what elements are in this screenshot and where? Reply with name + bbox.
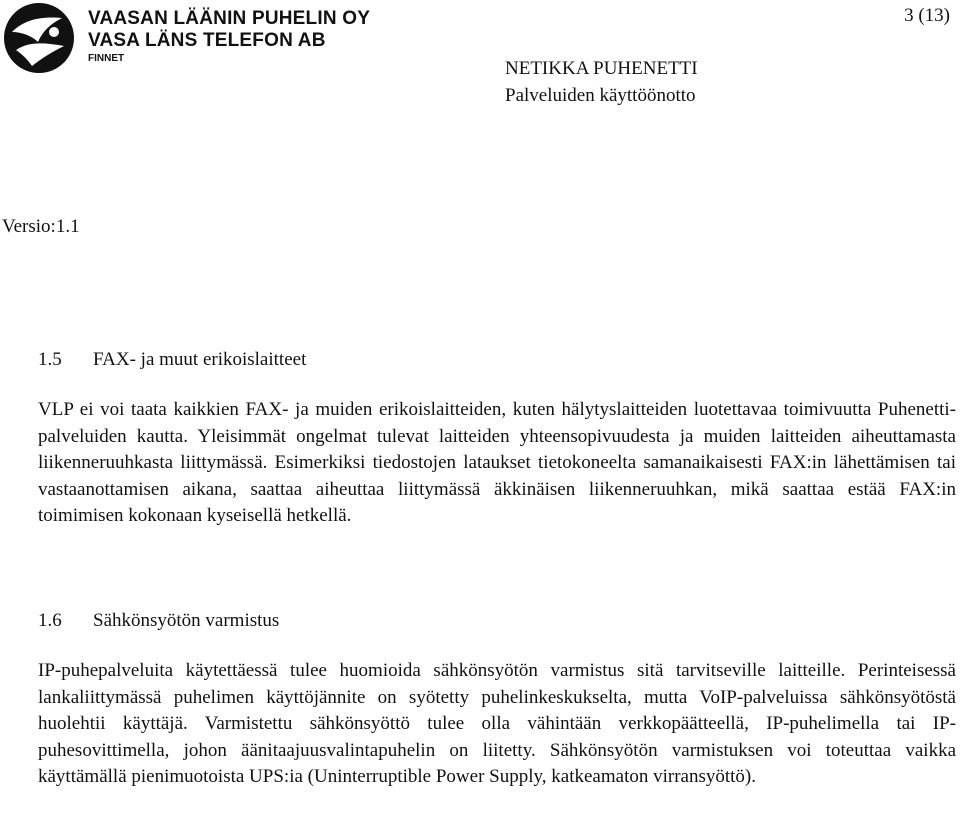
section-number: 1.5 bbox=[38, 349, 62, 370]
section-power-backup bbox=[38, 608, 956, 791]
document-subtitle: Palveluiden käyttöönotto bbox=[505, 85, 696, 106]
company-name-sv: VASA LÄNS TELEFON AB bbox=[88, 30, 326, 51]
company-logo bbox=[2, 2, 382, 74]
section-body: VLP ei voi taata kaikkien FAX- ja muiden erikoislaitteiden, kuten hälytyslaitteiden luotettavaa toimivuutta Puhenetti-palveluiden kautta. Yleisimmät ongelmat tulevat laitteiden yhteensopivuudesta ja muiden laitteiden aiheuttamasta liikenneruuhkasta liittymässä. Esimerkiksi tiedostojen lataukset tietokoneelta samanaikaisesti FAX:in lähettämisen tai vastaanottamisen aikana, saattaa aiheuttaa liittymässä äkkinäisen liikenneruuhkan, mikä saattaa estää FAX:in toimimisen kokonaan kyseisellä hetkellä. bbox=[38, 399, 956, 526]
company-name bbox=[88, 4, 370, 66]
section-title: Sähkönsyötön varmistus bbox=[93, 610, 280, 631]
section-heading bbox=[38, 608, 956, 634]
section-heading bbox=[38, 347, 956, 373]
document-title: NETIKKA PUHENETTI bbox=[505, 58, 698, 79]
section-title: FAX- ja muut erikoislaitteet bbox=[93, 349, 307, 370]
company-brand: FINNET bbox=[88, 53, 125, 64]
section-number: 1.6 bbox=[38, 610, 62, 631]
company-name-fi: VAASAN LÄÄNIN PUHELIN OY bbox=[88, 8, 371, 29]
document-version: Versio:1.1 bbox=[2, 216, 80, 237]
section-body: IP-puhepalveluita käytettäessä tulee huomioida sähkönsyötön varmistus sitä tarvitseville laitteille. Perinteisessä lankaliittymässä puhelimen käyttöjännite on syötetty puhelinkeskukselta, mutta VoIP-palveluissa sähkönsyötöstä huolehtii käyttäjä. Varmistettu sähkönsyöttö tulee olla vähintään verkkopäätteellä, IP-puhelimella tai IP-puhesovittimella, johon äänitaajuusvalintapuhelin on liitetty. Sähkönsyötön varmistuksen voi toteuttaa vaikka käyttämällä pienimuotoista UPS:ia (Uninterruptible Power Supply, katkeamaton virransyöttö). bbox=[38, 660, 956, 787]
company-logo-icon bbox=[2, 2, 76, 74]
page-number: 3 (13) bbox=[904, 5, 950, 26]
section-fax-devices bbox=[38, 347, 956, 530]
